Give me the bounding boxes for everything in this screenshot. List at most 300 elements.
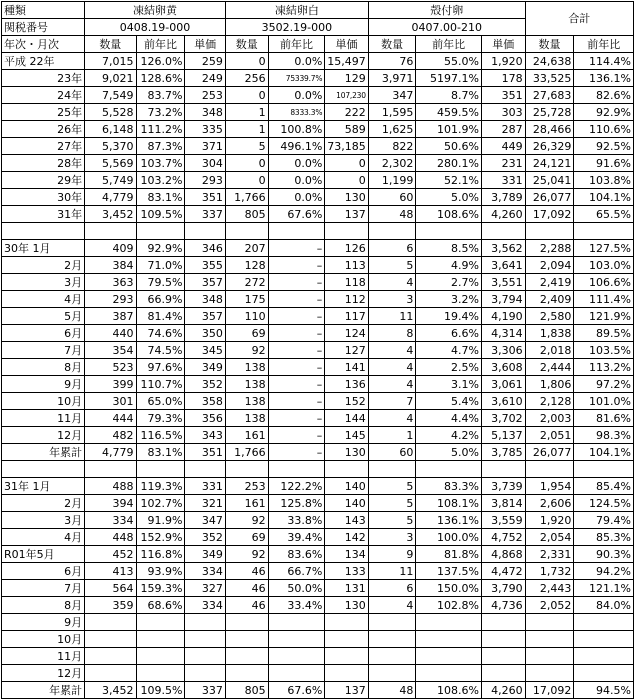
col-price: 単価 xyxy=(481,36,525,53)
table-row xyxy=(2,257,634,274)
shell-price-cell: 3,306 xyxy=(481,342,525,359)
yolk-yoy-cell: 103.7% xyxy=(136,155,185,172)
white-qty-cell: 128 xyxy=(225,257,268,274)
empty-cell xyxy=(416,461,482,478)
white-qty-cell xyxy=(225,631,268,648)
white-qty-cell: 0 xyxy=(225,172,268,189)
white-price-cell: 113 xyxy=(325,257,369,274)
white-yoy-cell: – xyxy=(268,342,325,359)
shell-yoy-cell: 4.2% xyxy=(416,427,482,444)
white-yoy-cell: – xyxy=(268,291,325,308)
shell-price-cell: 4,752 xyxy=(481,529,525,546)
shell-qty-cell: 9 xyxy=(368,546,416,563)
period-label-cell: 26年 xyxy=(2,121,85,138)
total-label: 合計 xyxy=(525,2,633,36)
table-row xyxy=(2,495,634,512)
total-qty-cell xyxy=(525,631,574,648)
shell-yoy-cell: 100.0% xyxy=(416,529,482,546)
white-yoy-cell: – xyxy=(268,393,325,410)
col-qty: 数量 xyxy=(225,36,268,53)
table-row xyxy=(2,563,634,580)
white-qty-cell: 805 xyxy=(225,682,268,699)
white-qty-cell: 1,766 xyxy=(225,189,268,206)
period-label-cell: 30年 xyxy=(2,189,85,206)
header-row-type xyxy=(2,2,634,19)
white-price-cell: 152 xyxy=(325,393,369,410)
total-yoy-cell: 104.1% xyxy=(574,444,634,461)
yolk-qty-cell: 5,370 xyxy=(85,138,136,155)
yolk-yoy-cell: 83.1% xyxy=(136,189,185,206)
white-qty-cell: 1 xyxy=(225,104,268,121)
period-label-cell: 9月 xyxy=(2,376,85,393)
white-qty-cell: 0 xyxy=(225,155,268,172)
white-price-cell: 112 xyxy=(325,291,369,308)
yolk-yoy-cell: 91.9% xyxy=(136,512,185,529)
shell-yoy-cell: 50.6% xyxy=(416,138,482,155)
total-yoy-cell: 110.6% xyxy=(574,121,634,138)
yolk-yoy-cell: 109.5% xyxy=(136,206,185,223)
yolk-yoy-cell: 128.6% xyxy=(136,70,185,87)
shell-yoy-cell: 5.0% xyxy=(416,189,482,206)
white-yoy-cell: – xyxy=(268,325,325,342)
yolk-yoy-cell: 74.6% xyxy=(136,325,185,342)
total-qty-cell: 2,331 xyxy=(525,546,574,563)
group-name-yolk: 凍結卵黄 xyxy=(85,2,226,19)
yolk-yoy-cell: 73.2% xyxy=(136,104,185,121)
total-yoy-cell: 65.5% xyxy=(574,206,634,223)
yolk-yoy-cell: 83.1% xyxy=(136,444,185,461)
white-price-cell xyxy=(325,631,369,648)
total-qty-cell: 25,041 xyxy=(525,172,574,189)
empty-cell xyxy=(85,461,136,478)
period-label-cell: 12月 xyxy=(2,427,85,444)
white-yoy-cell: – xyxy=(268,257,325,274)
shell-qty-cell: 822 xyxy=(368,138,416,155)
yolk-qty-cell xyxy=(85,665,136,682)
white-price-cell: 145 xyxy=(325,427,369,444)
table-row xyxy=(2,546,634,563)
white-qty-cell: 256 xyxy=(225,70,268,87)
period-label-cell: 4月 xyxy=(2,291,85,308)
table-row xyxy=(2,240,634,257)
shell-price-cell: 3,610 xyxy=(481,393,525,410)
code-label: 関税番号 xyxy=(2,19,85,36)
total-yoy-cell: 97.2% xyxy=(574,376,634,393)
yolk-yoy-cell: 97.6% xyxy=(136,359,185,376)
yolk-price-cell xyxy=(185,631,225,648)
total-yoy-cell: 101.0% xyxy=(574,393,634,410)
group-code-yolk: 0408.19-000 xyxy=(85,19,226,36)
table-row xyxy=(2,87,634,104)
empty-cell xyxy=(185,223,225,240)
group-code-white: 3502.19-000 xyxy=(225,19,368,36)
shell-qty-cell: 60 xyxy=(368,189,416,206)
group-name-white: 凍結卵白 xyxy=(225,2,368,19)
shell-yoy-cell: 19.4% xyxy=(416,308,482,325)
total-yoy-cell: 103.8% xyxy=(574,172,634,189)
total-yoy-cell xyxy=(574,665,634,682)
shell-qty-cell: 60 xyxy=(368,444,416,461)
shell-yoy-cell: 5.0% xyxy=(416,444,482,461)
white-price-cell: 73,185 xyxy=(325,138,369,155)
shell-price-cell: 287 xyxy=(481,121,525,138)
yolk-price-cell: 349 xyxy=(185,546,225,563)
period-label-cell: 平成 22年 xyxy=(2,53,85,70)
white-price-cell: 134 xyxy=(325,546,369,563)
yolk-yoy-cell: 74.5% xyxy=(136,342,185,359)
white-yoy-cell: 0.0% xyxy=(268,53,325,70)
shell-yoy-cell: 459.5% xyxy=(416,104,482,121)
total-qty-cell: 2,051 xyxy=(525,427,574,444)
total-yoy-cell: 81.6% xyxy=(574,410,634,427)
empty-cell xyxy=(225,223,268,240)
white-price-cell: 129 xyxy=(325,70,369,87)
yolk-price-cell: 348 xyxy=(185,291,225,308)
white-qty-cell: 110 xyxy=(225,308,268,325)
period-label-cell: 9月 xyxy=(2,614,85,631)
empty-cell xyxy=(2,223,85,240)
white-qty-cell: 5 xyxy=(225,138,268,155)
white-price-cell: 126 xyxy=(325,240,369,257)
total-qty-cell: 24,121 xyxy=(525,155,574,172)
white-price-cell: 142 xyxy=(325,529,369,546)
yolk-price-cell: 337 xyxy=(185,206,225,223)
yolk-price-cell: 346 xyxy=(185,240,225,257)
total-qty-cell: 1,920 xyxy=(525,512,574,529)
total-yoy-cell: 98.3% xyxy=(574,427,634,444)
empty-cell xyxy=(481,461,525,478)
yolk-yoy-cell: 87.3% xyxy=(136,138,185,155)
total-qty-cell: 2,606 xyxy=(525,495,574,512)
yolk-price-cell: 321 xyxy=(185,495,225,512)
table-row xyxy=(2,427,634,444)
white-qty-cell: 0 xyxy=(225,53,268,70)
empty-cell xyxy=(136,223,185,240)
period-label-cell: 年累計 xyxy=(2,444,85,461)
white-qty-cell: 805 xyxy=(225,206,268,223)
shell-price-cell: 3,702 xyxy=(481,410,525,427)
empty-cell xyxy=(2,461,85,478)
shell-yoy-cell: 150.0% xyxy=(416,580,482,597)
table-row xyxy=(2,512,634,529)
white-yoy-cell: 66.7% xyxy=(268,563,325,580)
yolk-price-cell: 327 xyxy=(185,580,225,597)
white-price-cell: 117 xyxy=(325,308,369,325)
total-qty-cell: 2,003 xyxy=(525,410,574,427)
table-row xyxy=(2,291,634,308)
shell-yoy-cell: 83.3% xyxy=(416,478,482,495)
col-qty: 数量 xyxy=(368,36,416,53)
shell-yoy-cell: 108.1% xyxy=(416,495,482,512)
white-yoy-cell: 33.4% xyxy=(268,597,325,614)
yolk-yoy-cell: 81.4% xyxy=(136,308,185,325)
table-row xyxy=(2,189,634,206)
white-price-cell: 140 xyxy=(325,495,369,512)
shell-price-cell: 3,608 xyxy=(481,359,525,376)
shell-price-cell: 303 xyxy=(481,104,525,121)
total-qty-cell xyxy=(525,665,574,682)
shell-qty-cell xyxy=(368,614,416,631)
col-yoy: 前年比 xyxy=(268,36,325,53)
yolk-price-cell: 343 xyxy=(185,427,225,444)
shell-qty-cell xyxy=(368,631,416,648)
period-label-cell: 7月 xyxy=(2,342,85,359)
white-yoy-cell: 67.6% xyxy=(268,682,325,699)
total-yoy-cell: 82.6% xyxy=(574,87,634,104)
white-qty-cell: 272 xyxy=(225,274,268,291)
shell-price-cell: 3,739 xyxy=(481,478,525,495)
shell-qty-cell: 8 xyxy=(368,325,416,342)
yolk-yoy-cell: 83.7% xyxy=(136,87,185,104)
shell-price-cell: 3,551 xyxy=(481,274,525,291)
shell-price-cell: 3,814 xyxy=(481,495,525,512)
table-row xyxy=(2,682,634,699)
table-row xyxy=(2,393,634,410)
white-qty-cell: 138 xyxy=(225,359,268,376)
empty-cell xyxy=(368,461,416,478)
yolk-price-cell: 352 xyxy=(185,376,225,393)
total-yoy-cell: 90.3% xyxy=(574,546,634,563)
white-qty-cell xyxy=(225,648,268,665)
col-price: 単価 xyxy=(185,36,225,53)
col-yoy: 前年比 xyxy=(416,36,482,53)
empty-cell xyxy=(225,461,268,478)
white-yoy-cell: – xyxy=(268,240,325,257)
white-qty-cell: 46 xyxy=(225,597,268,614)
yolk-yoy-cell: 65.0% xyxy=(136,393,185,410)
period-label-cell: 31年 1月 xyxy=(2,478,85,495)
yolk-price-cell: 355 xyxy=(185,257,225,274)
white-yoy-cell: 0.0% xyxy=(268,87,325,104)
white-price-cell: 131 xyxy=(325,580,369,597)
white-yoy-cell: – xyxy=(268,308,325,325)
total-yoy-cell: 124.5% xyxy=(574,495,634,512)
yolk-qty-cell: 409 xyxy=(85,240,136,257)
shell-qty-cell: 347 xyxy=(368,87,416,104)
white-price-cell: 124 xyxy=(325,325,369,342)
shell-qty-cell xyxy=(368,648,416,665)
period-label-cell: 8月 xyxy=(2,359,85,376)
period-label-cell: 6月 xyxy=(2,563,85,580)
total-qty-cell: 2,018 xyxy=(525,342,574,359)
shell-yoy-cell xyxy=(416,631,482,648)
yolk-qty-cell: 564 xyxy=(85,580,136,597)
empty-cell xyxy=(185,461,225,478)
yolk-qty-cell: 6,148 xyxy=(85,121,136,138)
shell-qty-cell: 4 xyxy=(368,342,416,359)
table-row xyxy=(2,138,634,155)
shell-yoy-cell xyxy=(416,648,482,665)
shell-yoy-cell: 137.5% xyxy=(416,563,482,580)
yolk-qty-cell: 301 xyxy=(85,393,136,410)
shell-price-cell: 351 xyxy=(481,87,525,104)
white-price-cell: 0 xyxy=(325,172,369,189)
table-row xyxy=(2,359,634,376)
yolk-price-cell: 371 xyxy=(185,138,225,155)
shell-price-cell: 3,061 xyxy=(481,376,525,393)
shell-yoy-cell: 4.4% xyxy=(416,410,482,427)
white-yoy-cell: 496.1% xyxy=(268,138,325,155)
yolk-yoy-cell: 110.7% xyxy=(136,376,185,393)
shell-qty-cell: 11 xyxy=(368,308,416,325)
yolk-price-cell: 357 xyxy=(185,274,225,291)
yolk-price-cell: 348 xyxy=(185,104,225,121)
shell-qty-cell: 4 xyxy=(368,376,416,393)
white-price-cell: 118 xyxy=(325,274,369,291)
col-price: 単価 xyxy=(325,36,369,53)
total-qty-cell xyxy=(525,614,574,631)
shell-qty-cell: 1 xyxy=(368,427,416,444)
col-yoy: 前年比 xyxy=(574,36,634,53)
table-row xyxy=(2,631,634,648)
shell-price-cell: 3,789 xyxy=(481,189,525,206)
period-label-cell: 3月 xyxy=(2,274,85,291)
shell-qty-cell: 48 xyxy=(368,206,416,223)
period-label-cell: 2月 xyxy=(2,495,85,512)
total-qty-cell: 17,092 xyxy=(525,206,574,223)
yolk-yoy-cell: 93.9% xyxy=(136,563,185,580)
yolk-qty-cell xyxy=(85,631,136,648)
white-price-cell: 127 xyxy=(325,342,369,359)
white-qty-cell: 46 xyxy=(225,563,268,580)
period-label-cell: 10月 xyxy=(2,393,85,410)
item-label: 種類 xyxy=(2,2,85,19)
white-yoy-cell: 100.8% xyxy=(268,121,325,138)
yolk-price-cell: 304 xyxy=(185,155,225,172)
shell-price-cell xyxy=(481,665,525,682)
white-yoy-cell: – xyxy=(268,376,325,393)
total-qty-cell: 2,444 xyxy=(525,359,574,376)
yolk-qty-cell: 9,021 xyxy=(85,70,136,87)
period-label-cell: 25年 xyxy=(2,104,85,121)
shell-qty-cell: 4 xyxy=(368,410,416,427)
white-yoy-cell: 33.8% xyxy=(268,512,325,529)
total-yoy-cell: 121.1% xyxy=(574,580,634,597)
white-price-cell: 0 xyxy=(325,155,369,172)
yolk-yoy-cell: 111.2% xyxy=(136,121,185,138)
yolk-price-cell: 259 xyxy=(185,53,225,70)
shell-qty-cell: 7 xyxy=(368,393,416,410)
yolk-yoy-cell: 119.3% xyxy=(136,478,185,495)
shell-price-cell: 449 xyxy=(481,138,525,155)
period-label-cell: 24年 xyxy=(2,87,85,104)
shell-yoy-cell: 136.1% xyxy=(416,512,482,529)
total-yoy-cell: 114.4% xyxy=(574,53,634,70)
white-yoy-cell: 125.8% xyxy=(268,495,325,512)
empty-cell xyxy=(525,223,574,240)
table-row xyxy=(2,342,634,359)
white-yoy-cell: 50.0% xyxy=(268,580,325,597)
yolk-yoy-cell: 109.5% xyxy=(136,682,185,699)
shell-qty-cell: 2,302 xyxy=(368,155,416,172)
total-yoy-cell: 104.1% xyxy=(574,189,634,206)
total-yoy-cell: 106.6% xyxy=(574,274,634,291)
yolk-qty-cell: 384 xyxy=(85,257,136,274)
shell-qty-cell: 6 xyxy=(368,240,416,257)
shell-price-cell: 3,785 xyxy=(481,444,525,461)
yolk-yoy-cell: 102.7% xyxy=(136,495,185,512)
yolk-qty-cell: 448 xyxy=(85,529,136,546)
period-label-cell: 5月 xyxy=(2,308,85,325)
shell-yoy-cell: 4.9% xyxy=(416,257,482,274)
yolk-qty-cell: 4,779 xyxy=(85,189,136,206)
white-qty-cell: 138 xyxy=(225,393,268,410)
white-price-cell: 15,497 xyxy=(325,53,369,70)
shell-qty-cell: 4 xyxy=(368,597,416,614)
period-label-cell: 8月 xyxy=(2,597,85,614)
total-qty-cell: 2,409 xyxy=(525,291,574,308)
shell-price-cell: 231 xyxy=(481,155,525,172)
white-price-cell: 130 xyxy=(325,189,369,206)
table-row xyxy=(2,614,634,631)
white-yoy-cell: 0.0% xyxy=(268,189,325,206)
table-row xyxy=(2,410,634,427)
white-qty-cell: 92 xyxy=(225,546,268,563)
period-label-cell: R01年5月 xyxy=(2,546,85,563)
shell-qty-cell: 3 xyxy=(368,529,416,546)
total-yoy-cell: 92.5% xyxy=(574,138,634,155)
total-qty-cell: 1,954 xyxy=(525,478,574,495)
white-price-cell: 222 xyxy=(325,104,369,121)
white-yoy-cell xyxy=(268,614,325,631)
shell-price-cell xyxy=(481,631,525,648)
period-label-cell: 2月 xyxy=(2,257,85,274)
shell-yoy-cell: 102.8% xyxy=(416,597,482,614)
white-yoy-cell xyxy=(268,648,325,665)
white-yoy-cell: 122.2% xyxy=(268,478,325,495)
total-qty-cell: 2,443 xyxy=(525,580,574,597)
col-yoy: 前年比 xyxy=(136,36,185,53)
period-label-cell: 23年 xyxy=(2,70,85,87)
table-row xyxy=(2,53,634,70)
table-row xyxy=(2,665,634,682)
yolk-qty-cell: 5,749 xyxy=(85,172,136,189)
shell-yoy-cell: 101.9% xyxy=(416,121,482,138)
total-qty-cell: 17,092 xyxy=(525,682,574,699)
yolk-qty-cell: 488 xyxy=(85,478,136,495)
white-price-cell: 589 xyxy=(325,121,369,138)
white-yoy-cell: 67.6% xyxy=(268,206,325,223)
yolk-qty-cell: 444 xyxy=(85,410,136,427)
white-price-cell: 141 xyxy=(325,359,369,376)
shell-price-cell: 4,868 xyxy=(481,546,525,563)
empty-cell xyxy=(574,461,634,478)
yolk-price-cell: 293 xyxy=(185,172,225,189)
period-label: 年次・月次 xyxy=(2,36,85,53)
white-yoy-cell: 0.0% xyxy=(268,155,325,172)
yolk-price-cell xyxy=(185,614,225,631)
white-qty-cell: 138 xyxy=(225,410,268,427)
white-price-cell: 137 xyxy=(325,682,369,699)
period-label-cell: 4月 xyxy=(2,529,85,546)
total-qty-cell: 2,419 xyxy=(525,274,574,291)
yolk-qty-cell xyxy=(85,614,136,631)
white-price-cell: 130 xyxy=(325,444,369,461)
white-yoy-cell: – xyxy=(268,410,325,427)
total-qty-cell: 24,638 xyxy=(525,53,574,70)
shell-qty-cell: 5 xyxy=(368,495,416,512)
white-qty-cell: 0 xyxy=(225,87,268,104)
total-yoy-cell: 79.4% xyxy=(574,512,634,529)
empty-cell xyxy=(268,223,325,240)
shell-yoy-cell: 81.8% xyxy=(416,546,482,563)
shell-yoy-cell: 4.7% xyxy=(416,342,482,359)
empty-cell xyxy=(85,223,136,240)
total-yoy-cell: 113.2% xyxy=(574,359,634,376)
shell-qty-cell: 5 xyxy=(368,257,416,274)
white-qty-cell: 175 xyxy=(225,291,268,308)
shell-yoy-cell: 52.1% xyxy=(416,172,482,189)
